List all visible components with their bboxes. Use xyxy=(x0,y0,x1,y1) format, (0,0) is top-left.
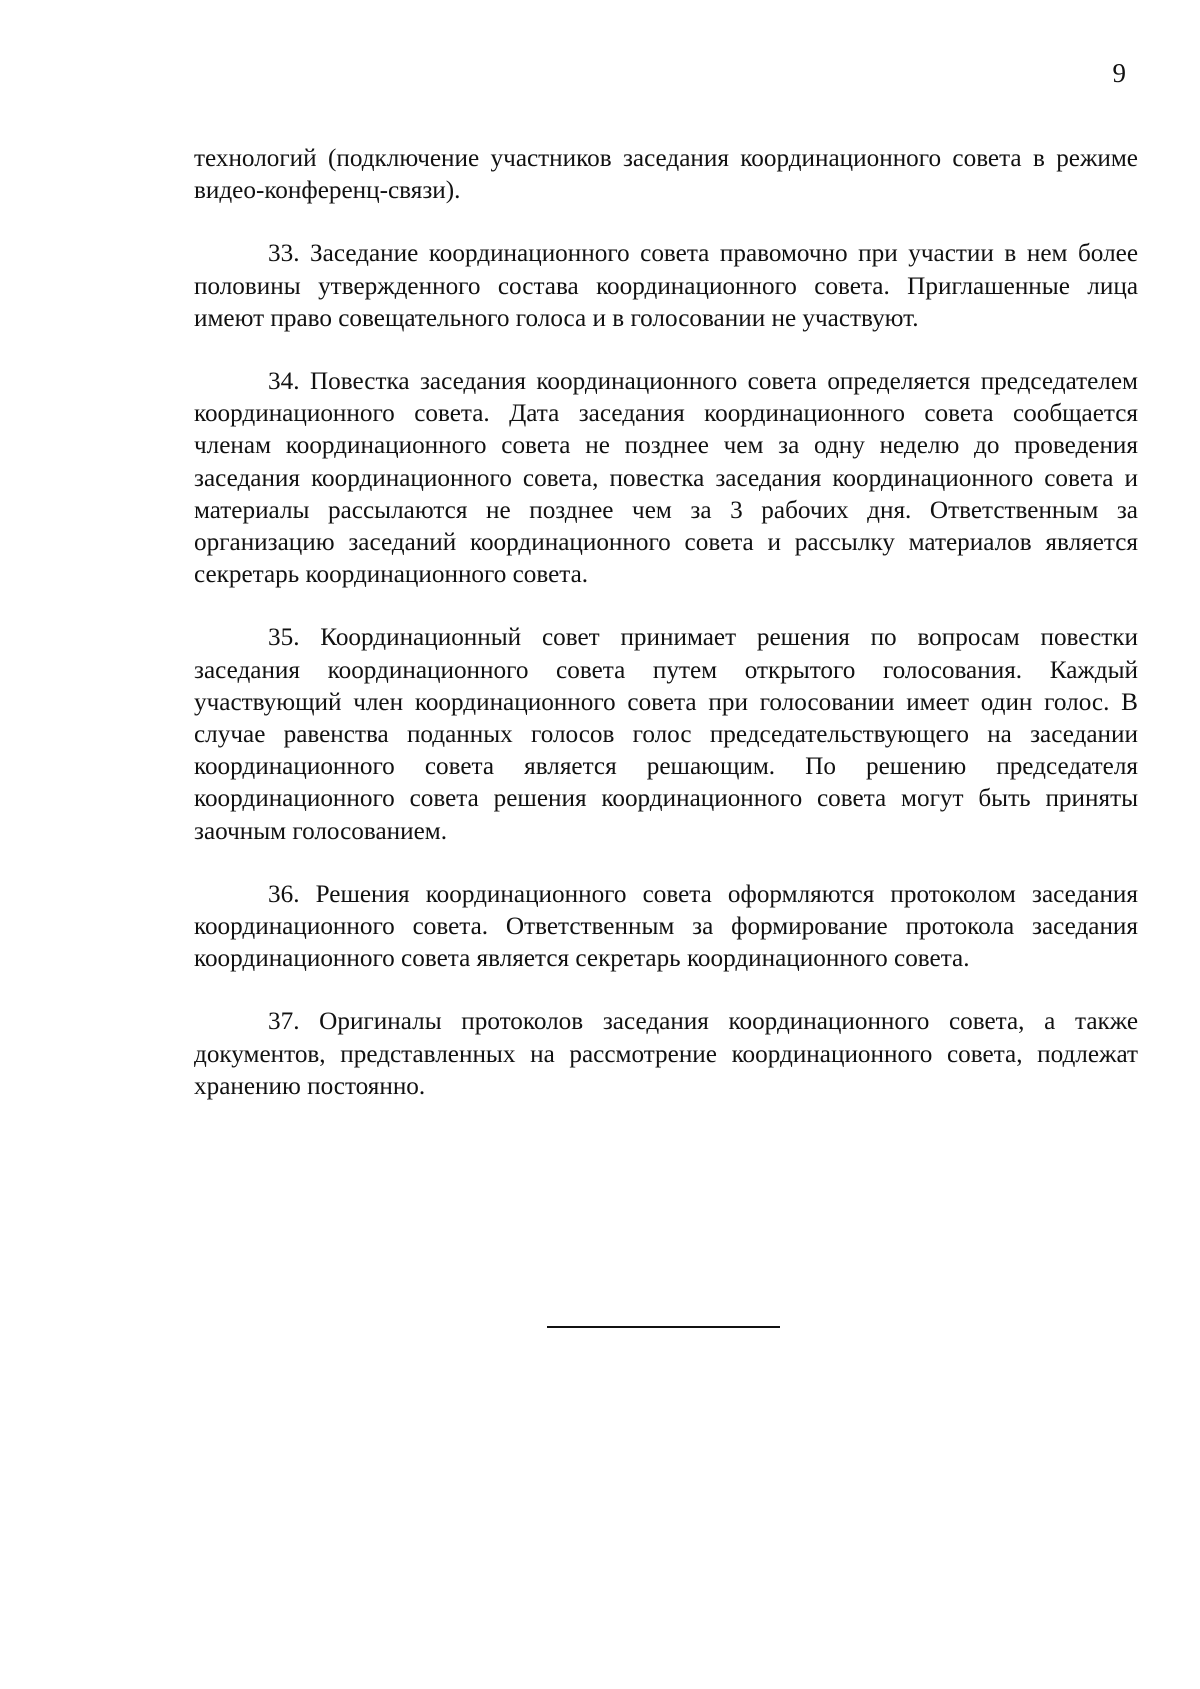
document-body xyxy=(194,143,1138,1103)
paragraph-37: 37. Оригиналы протоколов заседания координационного совета, а также документов, представленных на рассмотрение координационного совета, подлежат хранению постоянно. xyxy=(194,1008,1138,1100)
page-number: 9 xyxy=(1112,58,1126,88)
end-of-document-rule xyxy=(547,1326,780,1328)
paragraph-36: 36. Решения координационного совета оформляются протоколом заседания координационного совета. Ответственным за формирование протокола заседания координационного совета является секретарь координационного совета. xyxy=(194,880,1138,973)
paragraph-35: 35. Координационный совет принимает решения по вопросам повестки заседания координационного совета путем открытого голосования. Каждый участвующий член координационного совета при голосовании имеет один голос. В случае равенства поданных голосов голос председательствующего на заседании координационного совета является решающим. По решению председателя координационного совета решения координационного совета могут быть приняты заочным голосованием. xyxy=(194,624,1138,845)
paragraph-34: 34. Повестка заседания координационного совета определяется председателем координационного совета. Дата заседания координационного совета сообщается членам координационного совета не позднее чем за одну неделю до проведения заседания координационного совета, повестка заседания координационного совета и материалы рассылаются не позднее чем за 3 рабочих дня. Ответственным за организацию заседаний координационного совета и рассылку материалов является секретарь координационного совета. xyxy=(194,368,1138,589)
paragraph-33: 33. Заседание координационного совета правомочно при участии в нем более половины утвержденного состава координационного совета. Приглашенные лица имеют право совещательного голоса и в голосовании не участвуют. xyxy=(194,240,1138,332)
paragraph-continuation: технологий (подключение участников заседания координационного совета в режиме видео-конференц-связи). xyxy=(194,145,1138,205)
